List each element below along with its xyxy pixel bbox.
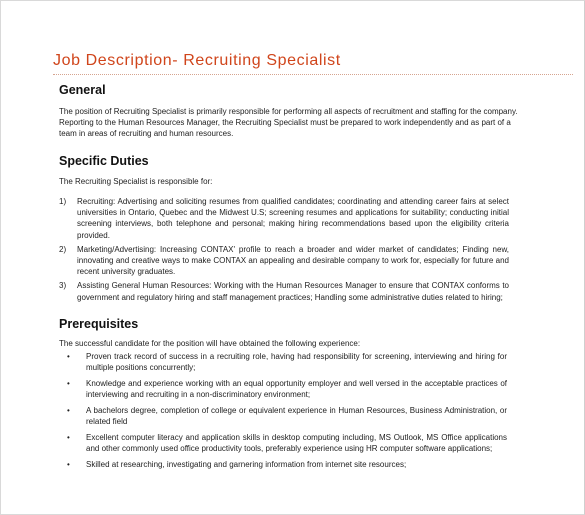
item-text: Proven track record of success in a recruiting role, having had responsibility for screening, interviewing and hiring for multiple positions concurrently; xyxy=(86,352,507,373)
section-heading-prerequisites: Prerequisites xyxy=(59,317,139,331)
item-text: A bachelors degree, completion of college or equivalent experience in Human Resources, Business Administration, or related field xyxy=(86,406,507,427)
item-text: Marketing/Advertising: Increasing CONTAX' profile to reach a broader and wider market of candidates; Finding new, innovating and creative ways to make CONTAX an appealing and desirable company to work for, especially for future and recent university graduates. xyxy=(77,244,509,277)
bullet-icon: • xyxy=(67,352,70,361)
item-text: Skilled at researching, investigating and garnering information from internet site resources; xyxy=(86,460,407,469)
bullet-icon: • xyxy=(67,379,70,388)
list-item xyxy=(67,351,507,373)
list-item xyxy=(67,459,507,470)
duties-list xyxy=(59,196,509,306)
bullet-icon: • xyxy=(67,406,70,415)
item-number: 2) xyxy=(59,244,67,254)
item-text: Knowledge and experience working with an equal opportunity employer and well versed in the acceptable practices of interviewing and recruiting in a non-discriminatory environment; xyxy=(86,379,507,400)
list-item xyxy=(67,432,507,454)
prerequisites-list xyxy=(67,351,507,475)
document-title: Job Description- Recruiting Specialist xyxy=(53,52,341,69)
list-item xyxy=(59,244,509,278)
item-number: 3) xyxy=(59,281,67,291)
prerequisites-intro: The successful candidate for the position will have obtained the following experience: xyxy=(59,339,361,348)
item-number: 1) xyxy=(59,197,67,206)
title-divider xyxy=(53,74,573,75)
list-item xyxy=(59,196,509,241)
section-heading-specific-duties: Specific Duties xyxy=(59,154,149,168)
item-text: Excellent computer literacy and application skills in desktop computing including, MS Outlook, MS Office applications and other commonly used office productivity tools, preferably experience using HR computer software applications; xyxy=(86,433,507,454)
bullet-icon: • xyxy=(67,433,70,442)
list-item xyxy=(67,405,507,427)
item-text: Recruiting: Advertising and soliciting resumes from qualified candidates; coordinating and attending career fairs at select universities in Ontario, Quebec and the Midwest U.S; screening resumes and applications for suitability; conducting initial screening interviews, both telephone and personal; making hiring recommendations based upon the eligibility criteria provided. xyxy=(77,197,509,240)
list-item xyxy=(67,378,507,400)
item-text: Assisting General Human Resources: Working with the Human Resources Manager to ensure that CONTAX conforms to government and regulatory hiring and staff management practices; Handling some administrative duties related to hiring; xyxy=(77,281,509,302)
bullet-icon: • xyxy=(67,460,70,469)
general-paragraph: The position of Recruiting Specialist is primarily responsible for performing all aspects of recruitment and staffing for the company. Reporting to the Human Resources Manager, the Recruiting Specialist must be prepared to work independently and as part of a team in areas of recruiting and human resources. xyxy=(59,107,518,139)
specific-duties-intro: The Recruiting Specialist is responsible for: xyxy=(59,177,213,186)
section-heading-general: General xyxy=(59,83,106,97)
list-item xyxy=(59,280,509,302)
